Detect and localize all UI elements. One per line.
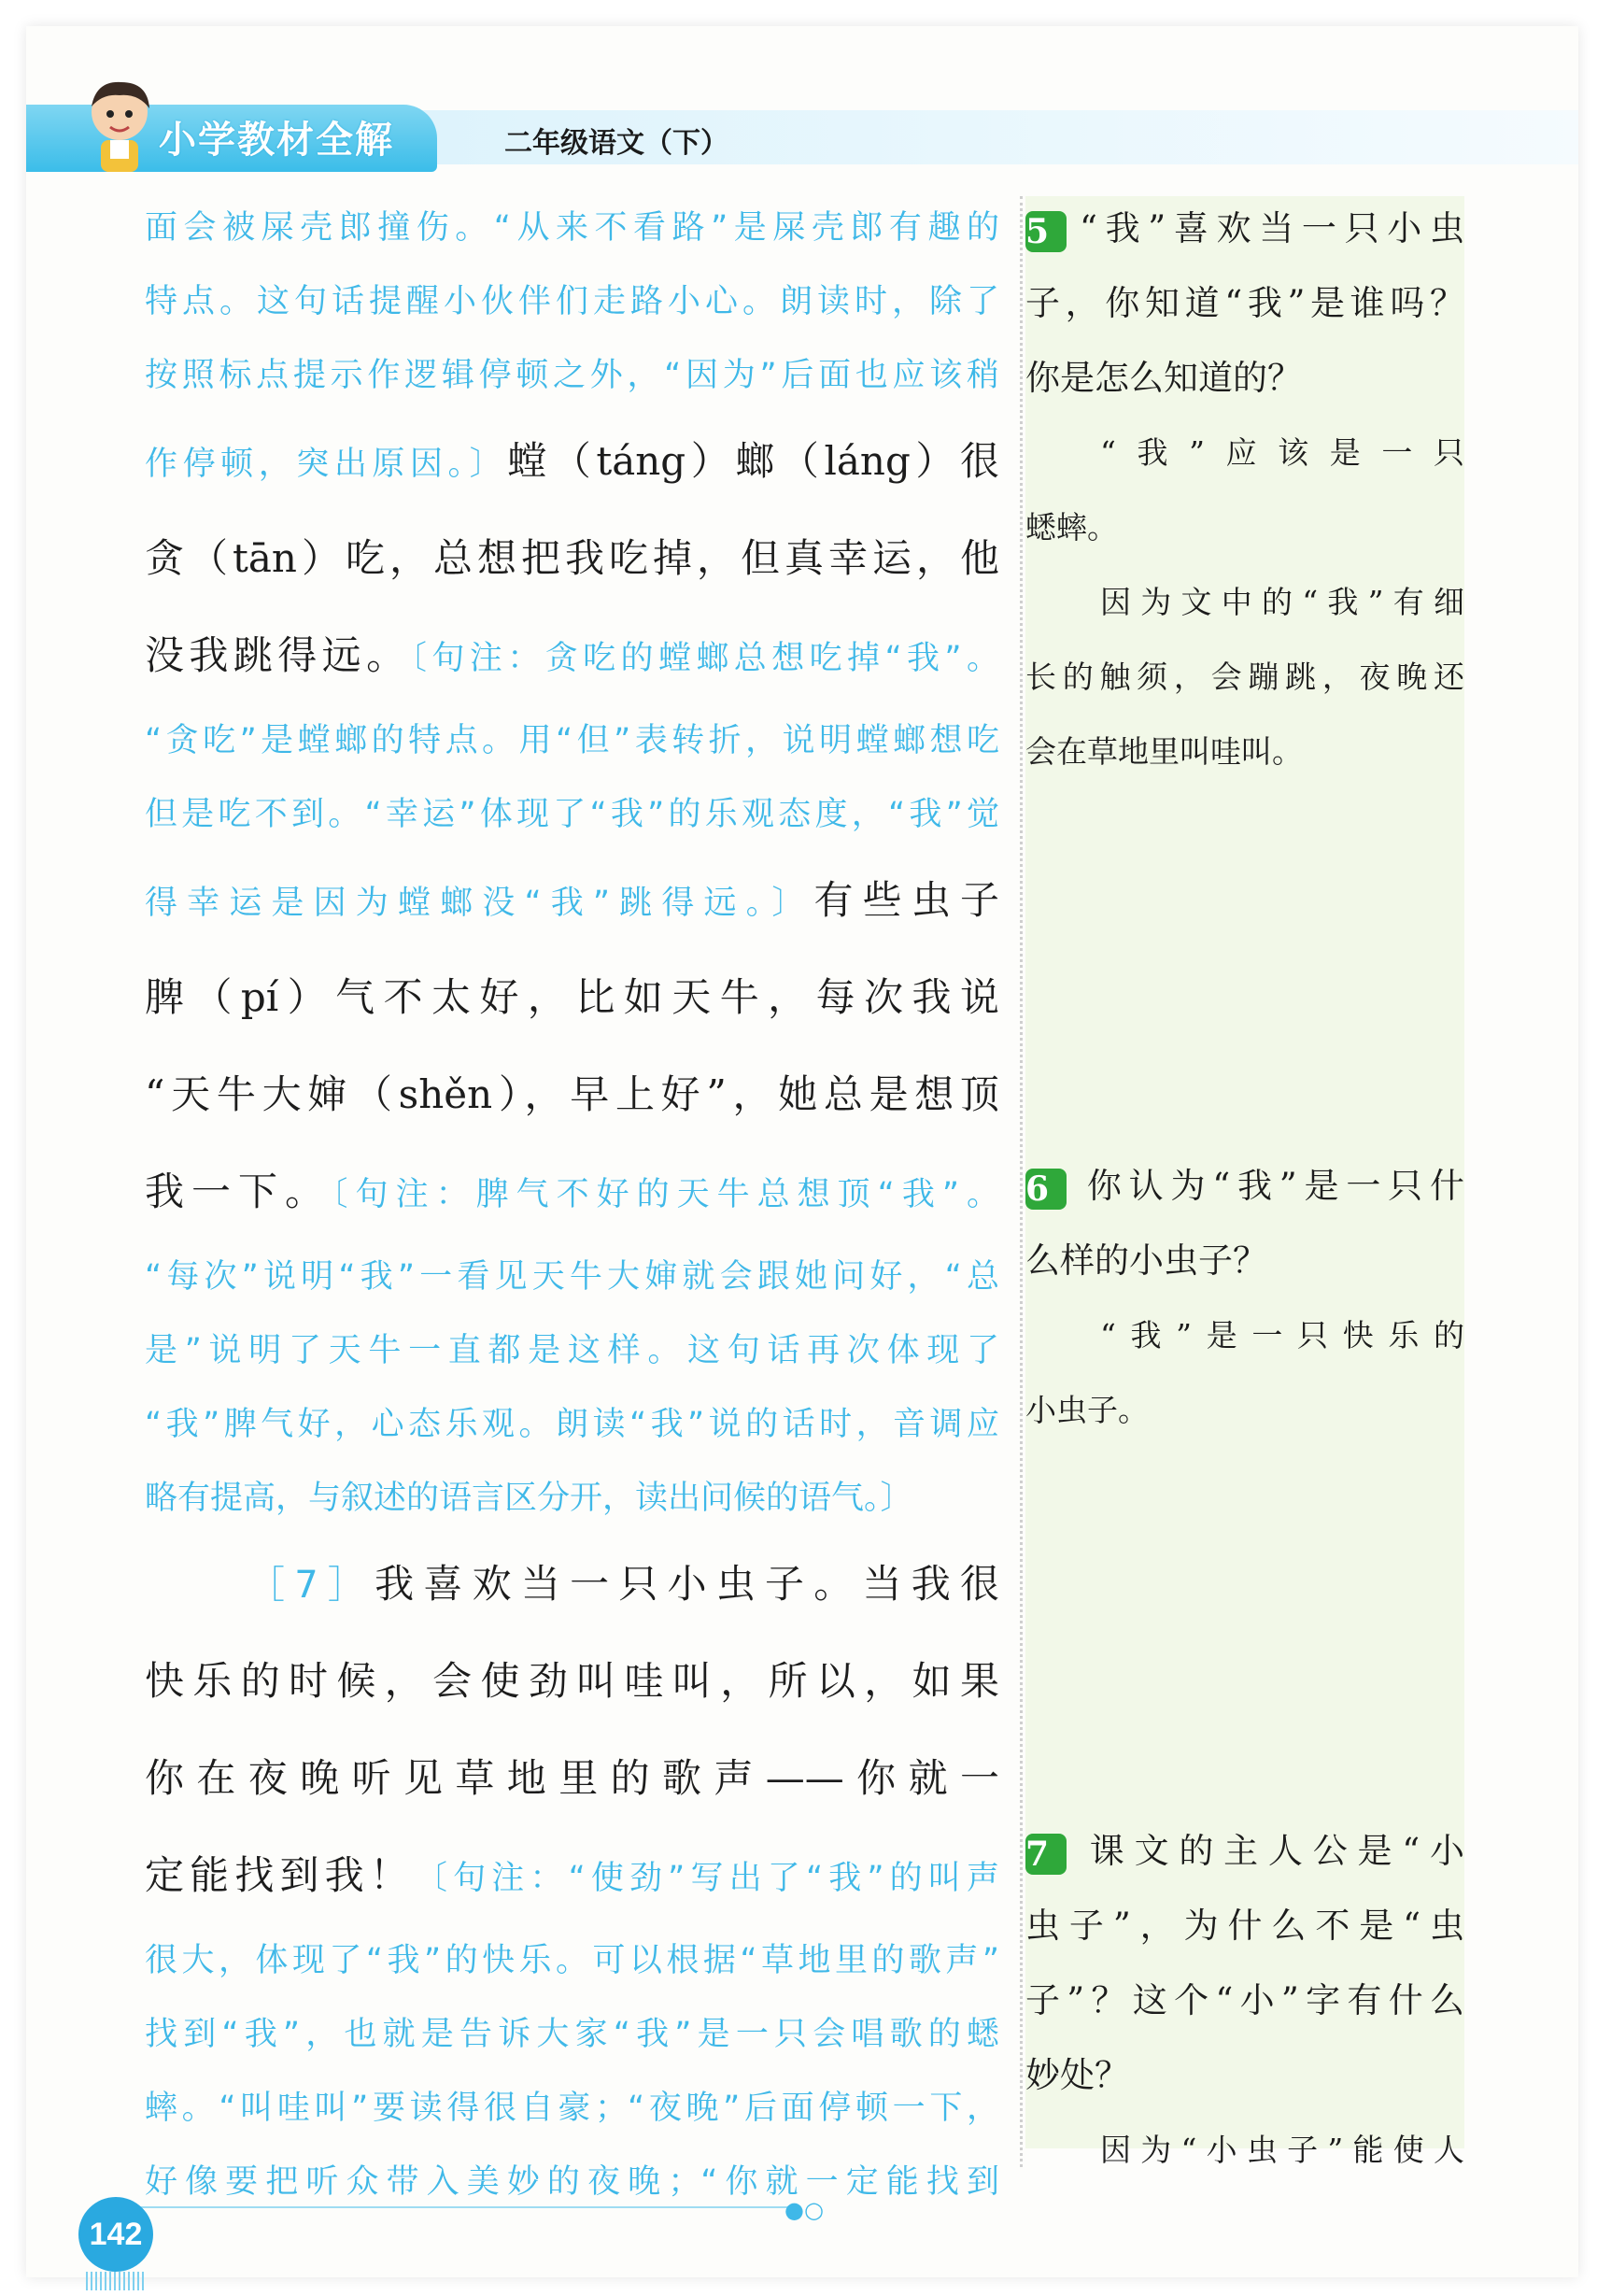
brand-title: 小学教材全解: [159, 119, 394, 162]
answer-line: 因为“小虫子”能使人: [1100, 2132, 1464, 2168]
question-6: [1025, 1149, 1464, 1448]
question-line: 妙处？: [1025, 2055, 1129, 2095]
mixed-line: [145, 852, 999, 949]
mixed-line: [145, 1143, 999, 1240]
page-number: 142: [78, 2197, 153, 2272]
question-line: 子”？这个“小”字有什么: [1025, 1980, 1464, 2020]
note-line: 找到“我”，也就是告诉大家“我”是一只会唱歌的蟋: [145, 2016, 999, 2053]
answer-line: 因为文中的“我”有细: [1100, 584, 1464, 620]
note-line: 按照标点提示作逻辑停顿之外，“因为”后面也应该稍: [145, 357, 999, 394]
footer-stripes: [86, 2272, 146, 2290]
answer-line: “我”是一只快乐的: [1100, 1317, 1464, 1354]
note-line: 蟀。“叫哇叫”要读得很自豪；“夜晚”后面停顿一下，: [145, 2090, 999, 2127]
body-line: 你在夜晚听见草地里的歌声——你就一: [145, 1755, 999, 1801]
column-divider: [1020, 196, 1023, 2167]
question-line: 5 “我”喜欢当一只小虫: [1025, 208, 1464, 251]
answer-line: 小虫子。: [1025, 1392, 1149, 1428]
body-fragment: 没我跳得远。: [145, 632, 411, 678]
body-line: 贪（tān）吃，总想把我吃掉，但真幸运，他: [145, 535, 999, 581]
question-number: 6: [1025, 1169, 1067, 1210]
body-fragment: 有些虫子: [813, 877, 999, 923]
footer-dots-icon: ●○: [784, 2197, 824, 2223]
note-fragment: 得幸运是因为螳螂没“我”跳得远。〕: [145, 885, 814, 922]
answer-line: 长的触须，会蹦跳，夜晚还: [1025, 659, 1464, 695]
note-line: “贪吃”是螳螂的特点。用“但”表转折，说明螳螂想吃: [145, 722, 999, 759]
note-line: “每次”说明“我”一看见天牛大婶就会跟她问好，“总: [145, 1258, 999, 1296]
mascot-icon: [73, 73, 166, 176]
footer-rule: [112, 2206, 794, 2208]
note-line: 略有提高，与叙述的语言区分开，读出问候的语气。〕: [145, 1480, 913, 1517]
question-line: 子，你知道“我”是谁吗？: [1025, 283, 1464, 323]
question-number: 7: [1025, 1834, 1067, 1875]
mixed-line: [145, 413, 999, 510]
note-fragment: 〔句注：“使劲”写出了“我”的叫声: [414, 1860, 999, 1897]
answer-line: “我”应该是一只: [1100, 434, 1464, 471]
body-line: “天牛大婶（shěn），早上好”，她总是想顶: [145, 1071, 999, 1117]
question-number: 5: [1025, 211, 1067, 252]
note-line: 特点。这句话提醒小伙伴们走路小心。朗读时，除了: [145, 283, 999, 320]
body-fragment: 我一下。: [145, 1169, 332, 1214]
body-line: 脾（pí）气不太好，比如天牛，每次我说: [145, 974, 999, 1020]
subject-title: 二年级语文（下）: [504, 127, 728, 160]
note-line: 面会被屎壳郎撞伤。“从来不看路”是屎壳郎有趣的: [145, 209, 999, 247]
note-fragment: 作停顿，突出原因。〕: [145, 446, 508, 483]
note-line: 是”说明了天牛一直都是这样。这句话再次体现了: [145, 1332, 999, 1369]
paragraph-start-line: [145, 1536, 999, 1633]
main-text-column: [145, 191, 999, 2219]
answer-line: 蟋蟀。: [1025, 509, 1118, 546]
question-line: 6 你认为“我”是一只什: [1025, 1166, 1464, 1209]
note-line: 但是吃不到。“幸运”体现了“我”的乐观态度，“我”觉: [145, 796, 999, 833]
note-fragment: 〔句注：贪吃的螳螂总想吃掉“我”。: [410, 640, 999, 677]
paragraph-number: ［7］: [247, 1564, 375, 1607]
question-line: 虫子”，为什么不是“虫: [1025, 1906, 1464, 1946]
body-line: 快乐的时候，会使劲叫哇叫，所以，如果: [145, 1658, 999, 1704]
mixed-line: [145, 607, 999, 704]
question-line: 你是怎么知道的？: [1025, 358, 1302, 398]
note-line: 好像要把听众带入美妙的夜晚；“你就一定能找到: [145, 2163, 999, 2201]
question-5: [1025, 191, 1464, 789]
question-7: [1025, 1814, 1464, 2188]
mixed-line: [145, 1827, 999, 1924]
body-fragment: 我喜欢当一只小虫子。当我很: [375, 1561, 999, 1607]
note-line: “我”脾气好，心态乐观。朗读“我”说的话时，音调应: [145, 1406, 999, 1443]
question-line: 么样的小虫子？: [1025, 1240, 1267, 1281]
question-line: 7 课文的主人公是“小: [1025, 1831, 1464, 1874]
body-fragment: 定能找到我！: [145, 1852, 415, 1898]
answer-line: 会在草地里叫哇叫。: [1025, 733, 1303, 770]
note-fragment: 〔句注：脾气不好的天牛总想顶“我”。: [332, 1176, 999, 1213]
note-line: 很大，体现了“我”的快乐。可以根据“草地里的歌声”: [145, 1942, 999, 1979]
body-fragment: 螳（táng）螂（láng）很: [507, 438, 999, 484]
